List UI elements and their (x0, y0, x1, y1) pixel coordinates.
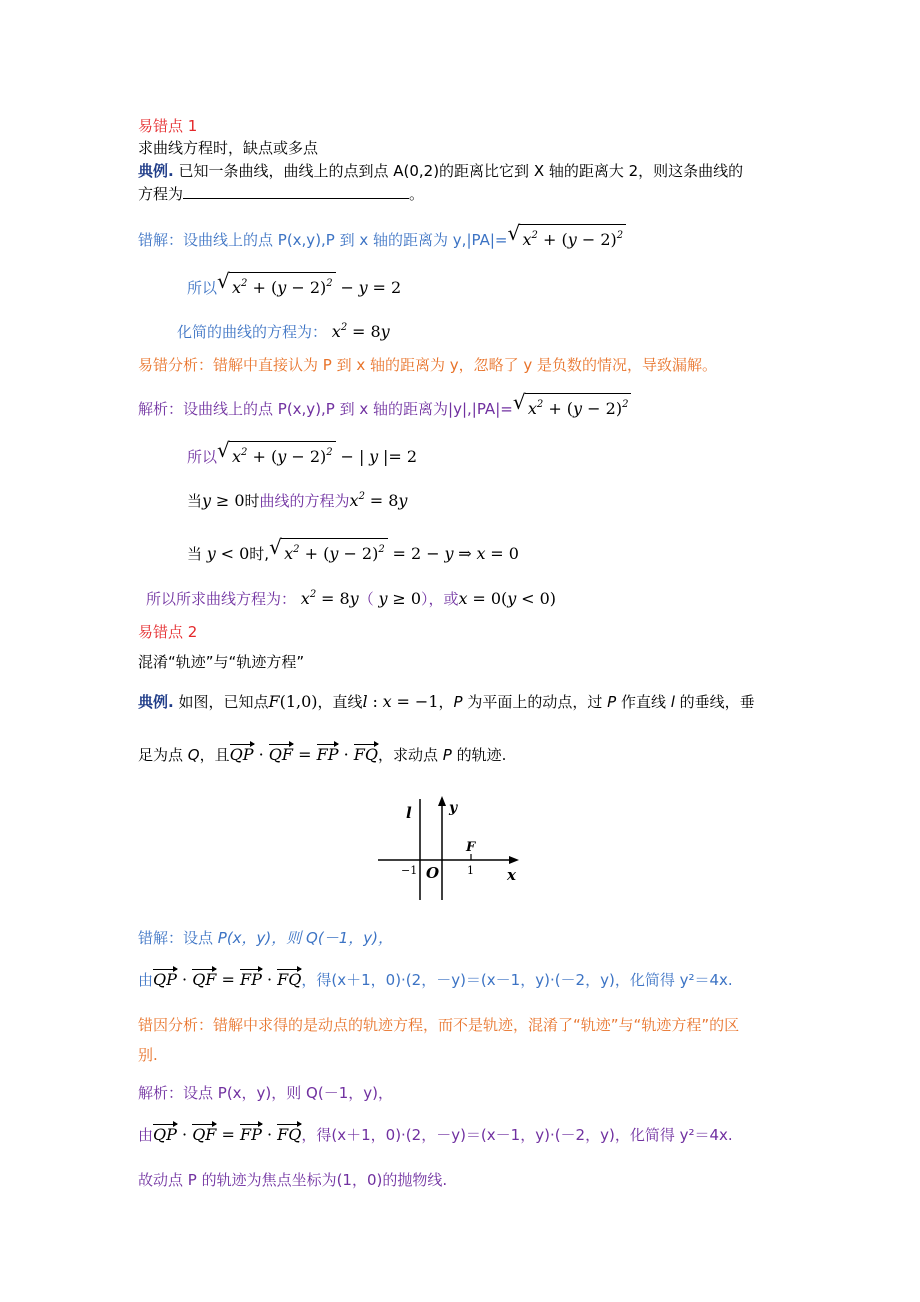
solution-2: 解析：设点 P(x，y)，则 Q(－1，y)， (138, 1084, 393, 1102)
example-2: 典例. 如图，已知点F(1,0)，直线l : x = −1，P 为平面上的动点，过 P 作直线 l 的垂线，垂 (138, 692, 755, 711)
solution-2-conclusion: 故动点 P 的轨迹为焦点坐标为(1，0)的抛物线. (138, 1171, 448, 1189)
wrong-solution-1-result: 化简的曲线的方程为： $x^2 = 8y$ (177, 322, 390, 341)
solution-1-eq: 所以 √ $x^2 + (y - 2)^2$ − | y |= 2 (187, 438, 418, 466)
coordinate-figure (370, 794, 530, 904)
label-x: x (507, 866, 516, 884)
label-O: O (426, 864, 440, 882)
example-2-line2: 足为点 Q，且QP · QF = FP · FQ，求动点 P 的轨迹. (138, 745, 507, 764)
section-subtitle-1: 求曲线方程时，缺点或多点 (138, 139, 319, 157)
label-neg1: −1 (401, 864, 418, 877)
answer-blank (183, 184, 409, 199)
section-subtitle-2: 混淆“轨迹”与“轨迹方程” (138, 653, 305, 671)
y-axis-arrow (438, 796, 446, 806)
wrong-solution-2: 错解：设点 P(x，y)，则 Q(－1，y)， (138, 929, 393, 947)
example-1-line2: 方程为 。 (138, 185, 425, 203)
solution-1-case1: 当y ≥ 0时曲线的方程为$x^2 = 8y$ (187, 491, 408, 510)
wrong-solution-1-eq: 所以 √ $x^2 + (y - 2)^2 - y = 2$ (187, 269, 402, 297)
section-title-2: 易错点 2 (138, 623, 198, 641)
section-title-1: 易错点 1 (138, 117, 198, 135)
x-axis-arrow (509, 856, 519, 864)
error-analysis-2-line2: 别. (138, 1046, 158, 1064)
error-analysis-2: 错因分析：错解中求得的是动点的轨迹方程，而不是轨迹，混淆了“轨迹”与“轨迹方程”的区 (138, 1016, 740, 1034)
label-y: y (449, 800, 458, 816)
wrong-solution-1: 错解：设曲线上的点 P(x,y),P 到 x 轴的距离为 y,|PA|= √ $x^2 + (y - 2)^2$ (138, 224, 626, 250)
label-l: l (406, 804, 412, 822)
solution-1-case2: 当 y < 0时, √ $x^2 + (y - 2)^2 = 2 - y$ ⇒ x = 0 (187, 535, 519, 563)
example-1: 典例. 已知一条曲线，曲线上的点到点 A(0,2)的距离比它到 X 轴的距离大 2，则这条曲线的 (138, 162, 744, 180)
label-F: F (466, 840, 476, 855)
solution-1-final: 所以所求曲线方程为： $x^2 = 8y$（ y ≥ 0），或x = 0(y < 0) (146, 589, 556, 608)
solution-1: 解析：设曲线上的点 P(x,y),P 到 x 轴的距离为|y|,|PA|= √ $x^2 + (y - 2)^2$ (138, 393, 631, 419)
wrong-solution-2-eq: 由QP · QF = FP · FQ，得(x＋1，0)·(2，－y)＝(x－1，y)·(－2，y)，化简得 y²＝4x. (138, 970, 733, 989)
label-1: 1 (467, 864, 474, 877)
error-analysis-1: 易错分析：错解中直接认为 P 到 x 轴的距离为 y，忽略了 y 是负数的情况，导致漏解。 (138, 356, 718, 374)
solution-2-eq: 由QP · QF = FP · FQ，得(x＋1，0)·(2，－y)＝(x－1，y)·(－2，y)，化简得 y²＝4x. (138, 1125, 733, 1144)
